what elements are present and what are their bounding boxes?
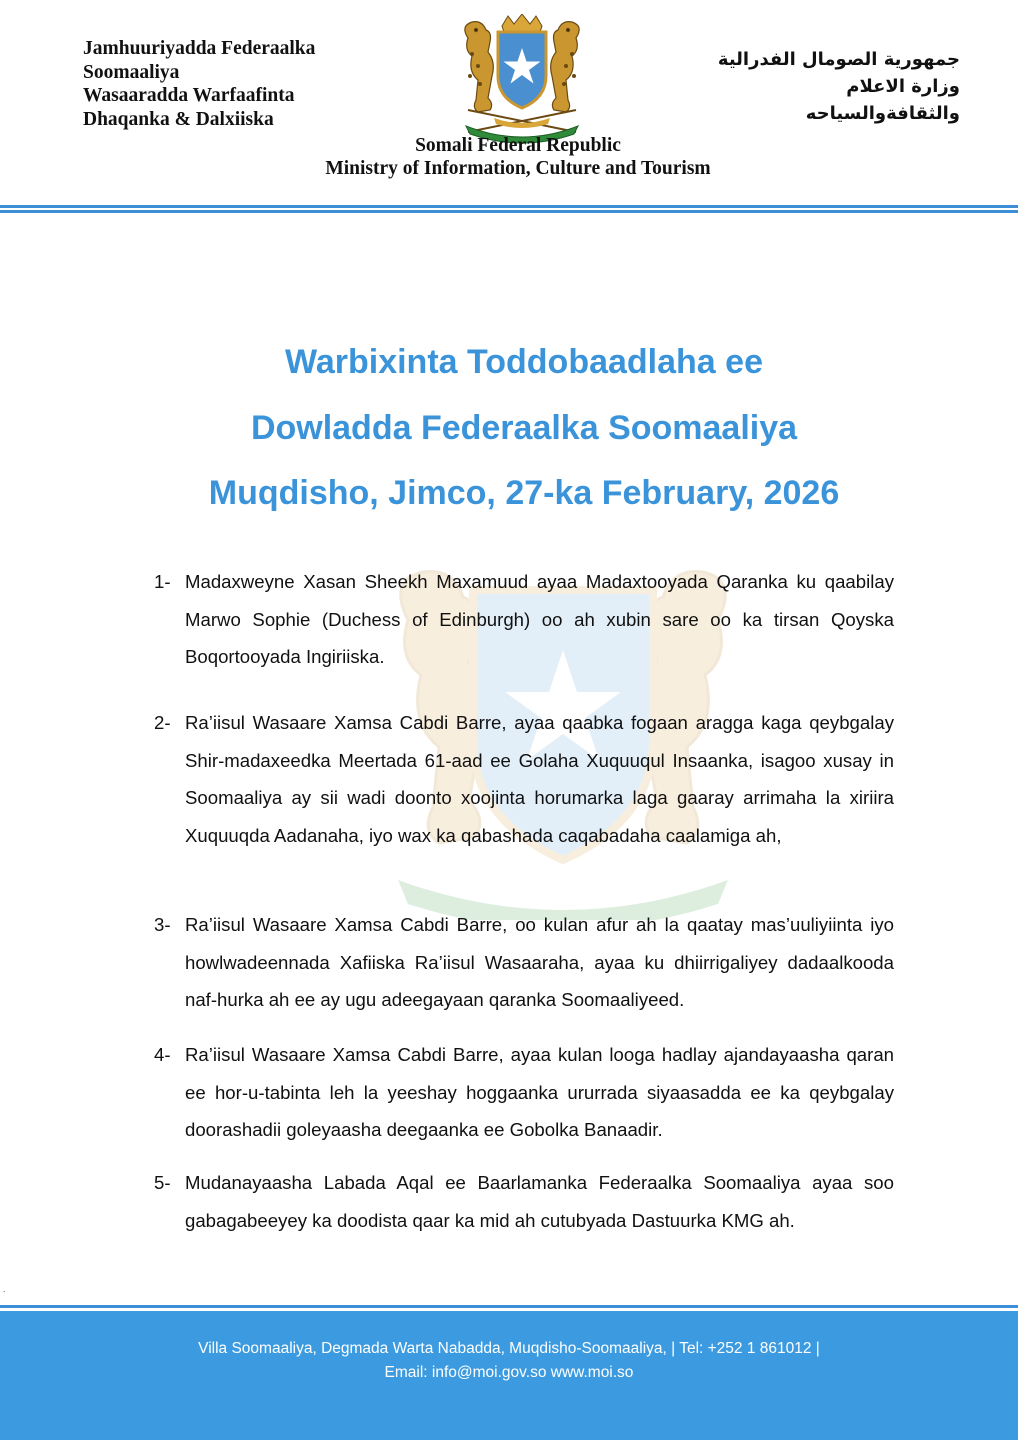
letterhead-somali-line-3: Wasaaradda Warfaafinta: [83, 85, 295, 106]
footer-contact: Email: info@moi.gov.so www.moi.so: [384, 1364, 634, 1381]
report-title: [0, 330, 1018, 527]
footer-address: Villa Soomaaliya, Degmada Warta Nabadda, Muqdisho-Soomaaliya, | Tel: +252 1 861012 |: [198, 1340, 820, 1357]
letterhead-english-line-1: Somali Federal Republic: [415, 135, 621, 156]
left-leopard-icon: [465, 22, 494, 112]
somalia-coat-of-arms-icon: [438, 14, 606, 144]
list-item: [154, 1036, 894, 1149]
margin-mark: .: [3, 1284, 6, 1294]
letterhead-somali-line-4: Dhaqanka & Dalxiiska: [83, 108, 274, 130]
report-title-line-1: Warbixinta Toddobaadlaha ee: [285, 343, 763, 381]
list-item-number: 4-: [154, 1044, 171, 1065]
report-date-line: Muqdisho, Jimco, 27-ka February, 2026: [208, 474, 840, 512]
right-leopard-icon: [551, 22, 580, 112]
list-item: [154, 563, 894, 676]
letterhead-english-block: [0, 134, 1018, 180]
letterhead-arabic-line-2: وزارة الاعلام: [846, 76, 960, 97]
letterhead-somali-line-1: Jamhuuriyadda Federaalka: [83, 38, 316, 59]
list-item-text: Ra’iisul Wasaare Xamsa Cabdi Barre, ayaa kulan looga hadlay ajandayaasha qaran ee hor-u-tabinta leh la yeeshay hoggaanka ururrada siyaasadda ee ka qeybgalay doorashadii goleyaasha deegaanka ee Gobolka Banaadir.: [185, 1044, 894, 1140]
list-item-number: 3-: [154, 914, 171, 935]
list-item: [154, 1164, 894, 1239]
list-item-text: Madaxweyne Xasan Sheekh Maxamuud ayaa Madaxtooyada Qaranka ku qaabilay Marwo Sophie (Duchess of Edinburgh) oo ah xubin sare oo ka tirsan Qoyska Boqortooyada Ingiriiska.: [185, 571, 894, 667]
header-divider-top: [0, 205, 1018, 208]
list-item-text: Ra’iisul Wasaare Xamsa Cabdi Barre, ayaa qaabka fogaan aragga kaga qeybgalay Shir-madaxeedka Meertada 61-aad ee Golaha Xuquuqul Insaanka, isagoo xusay in Soomaaliya ay sii wadi doonto xoojinta horumarka laga gaaray arrimaha la xiriira Xuquuqda Aadanaha, iyo wax ka qabashada caqabadaha caalamiga ah,: [185, 712, 894, 846]
list-item-text: Ra’iisul Wasaare Xamsa Cabdi Barre, oo kulan afur ah la qaatay mas’uuliyiinta iyo howlwadeennada Xafiiska Ra’iisul Wasaaraha, ayaa ku dhiirrigaliyey dadaalkooda naf-hurka ah ee ay ugu adeegayaan qaranka Soomaaliyeed.: [185, 914, 894, 1010]
letterhead-arabic-line-3: والثقافةوالسياحه: [805, 103, 960, 124]
footer: [0, 1311, 1018, 1440]
list-item: [154, 704, 894, 854]
letterhead-english-line-2: Ministry of Information, Culture and Tourism: [325, 158, 711, 179]
list-item-text: Mudanayaasha Labada Aqal ee Baarlamanka Federaalka Soomaaliya ayaa soo gabagabeeyey ka doodista qaar ka mid ah cutubyada Dastuurka KMG ah.: [185, 1172, 894, 1231]
footer-divider: [0, 1305, 1018, 1308]
letterhead-arabic-block: [718, 46, 960, 127]
letterhead-arabic-line-1: جمهورية الصومال الفدرالية: [717, 49, 960, 70]
list-item-number: 2-: [154, 712, 171, 733]
list-item-number: 1-: [154, 571, 171, 592]
letterhead-somali-line-2: Soomaaliya: [83, 61, 180, 83]
list-item-number: 5-: [154, 1172, 171, 1193]
letterhead-somali-block: [83, 37, 315, 131]
header-divider-bottom: [0, 210, 1018, 213]
report-title-line-2: Dowladda Federaalka Soomaaliya: [250, 408, 798, 447]
list-item: [154, 906, 894, 1019]
